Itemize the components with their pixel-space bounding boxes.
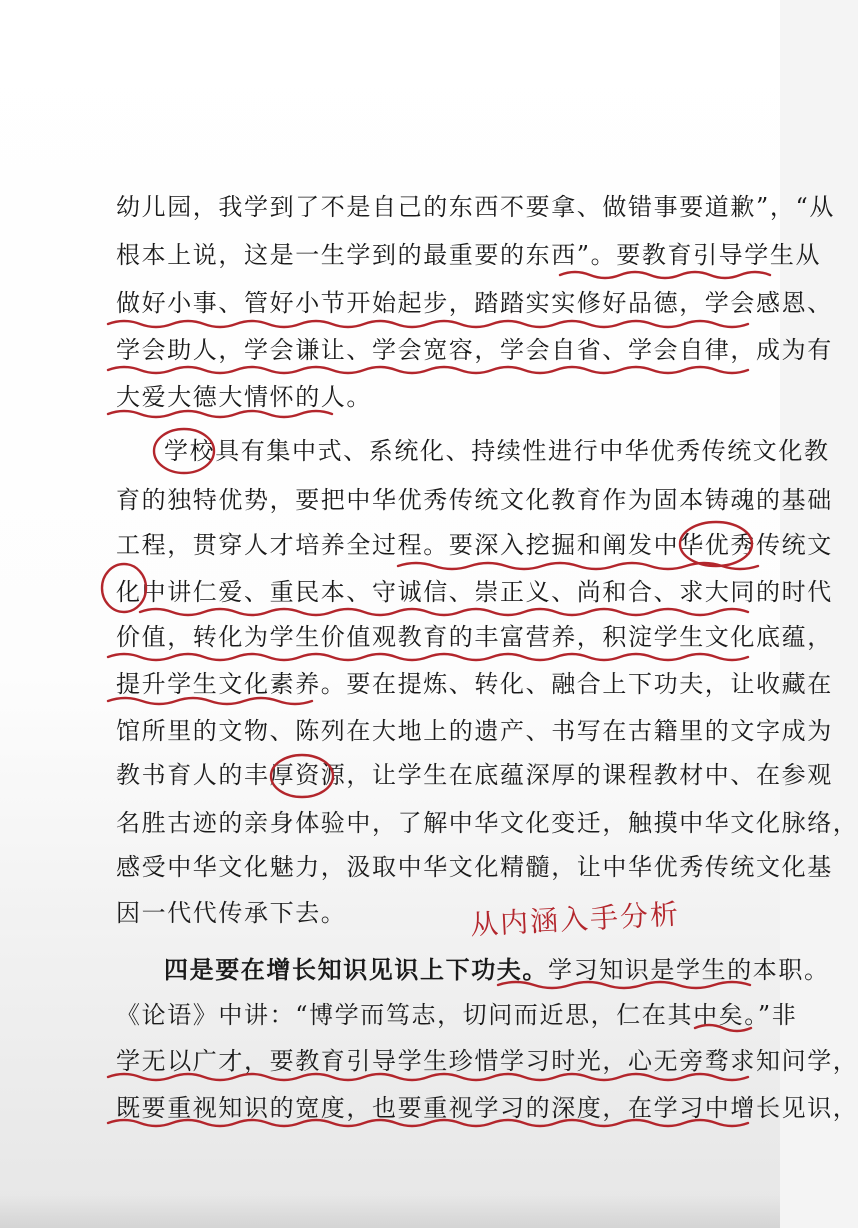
text-line: 感受中华文化魅力，汲取中华文化精髓，让中华优秀传统文化基 — [116, 853, 833, 881]
text-line: 做好小事、管好小节开始起步，踏踏实实修好品德，学会感恩、 — [116, 289, 833, 317]
text-line: 幼儿园，我学到了不是自己的东西不要拿、做错事要道歉”，“从 — [116, 193, 835, 221]
text-line: 教书育人的丰厚资源，让学生在底蕴深厚的课程教材中、在参观 — [116, 761, 833, 789]
text-line: 学会助人，学会谦让、学会宽容，学会自省、学会自律，成为有 — [116, 336, 833, 364]
text-line: 价值，转化为学生价值观教育的丰富营养，积淀学生文化底蕴， — [116, 623, 833, 651]
text-line: 因一代代传承下去。 — [116, 899, 347, 927]
text-line: 育的独特优势，要把中华优秀传统文化教育作为固本铸魂的基础 — [116, 486, 833, 514]
text-line: 化中讲仁爱、重民本、守诚信、崇正义、尚和合、求大同的时代 — [116, 578, 833, 606]
section-heading: 四是要在增长知识见识上下功夫。 — [164, 955, 548, 984]
section-heading-line — [164, 955, 830, 985]
text-line: 大爱大德大情怀的人。 — [116, 383, 372, 411]
text-line: 名胜古迹的亲身体验中，了解中华文化变迁，触摸中华文化脉络， — [116, 809, 858, 837]
text-line: 根本上说，这是一生学到的最重要的东西”。要教育引导学生从 — [116, 241, 822, 269]
page-shadow — [0, 1195, 780, 1228]
text-line: 学校具有集中式、系统化、持续性进行中华优秀传统文化教 — [164, 437, 830, 465]
text-line: 工程，贯穿人才培养全过程。要深入挖掘和阐发中华优秀传统文 — [116, 531, 833, 559]
text-line: 馆所里的文物、陈列在大地上的遗产、书写在古籍里的文字成为 — [116, 717, 833, 745]
text-line: 既要重视知识的宽度，也要重视学习的深度，在学习中增长见识， — [116, 1094, 858, 1122]
text-line: 提升学生文化素养。要在提炼、转化、融合上下功夫，让收藏在 — [116, 670, 833, 698]
handwritten-note: 从内涵入手分析 — [469, 897, 681, 942]
section-heading-rest: 学习知识是学生的本职。 — [548, 956, 830, 984]
text-line: 《论语》中讲：“博学而笃志，切问而近思，仁在其中矣。”非 — [116, 1001, 798, 1029]
text-line: 学无以广才，要教育引导学生珍惜学习时光，心无旁骛求知问学， — [116, 1047, 858, 1075]
